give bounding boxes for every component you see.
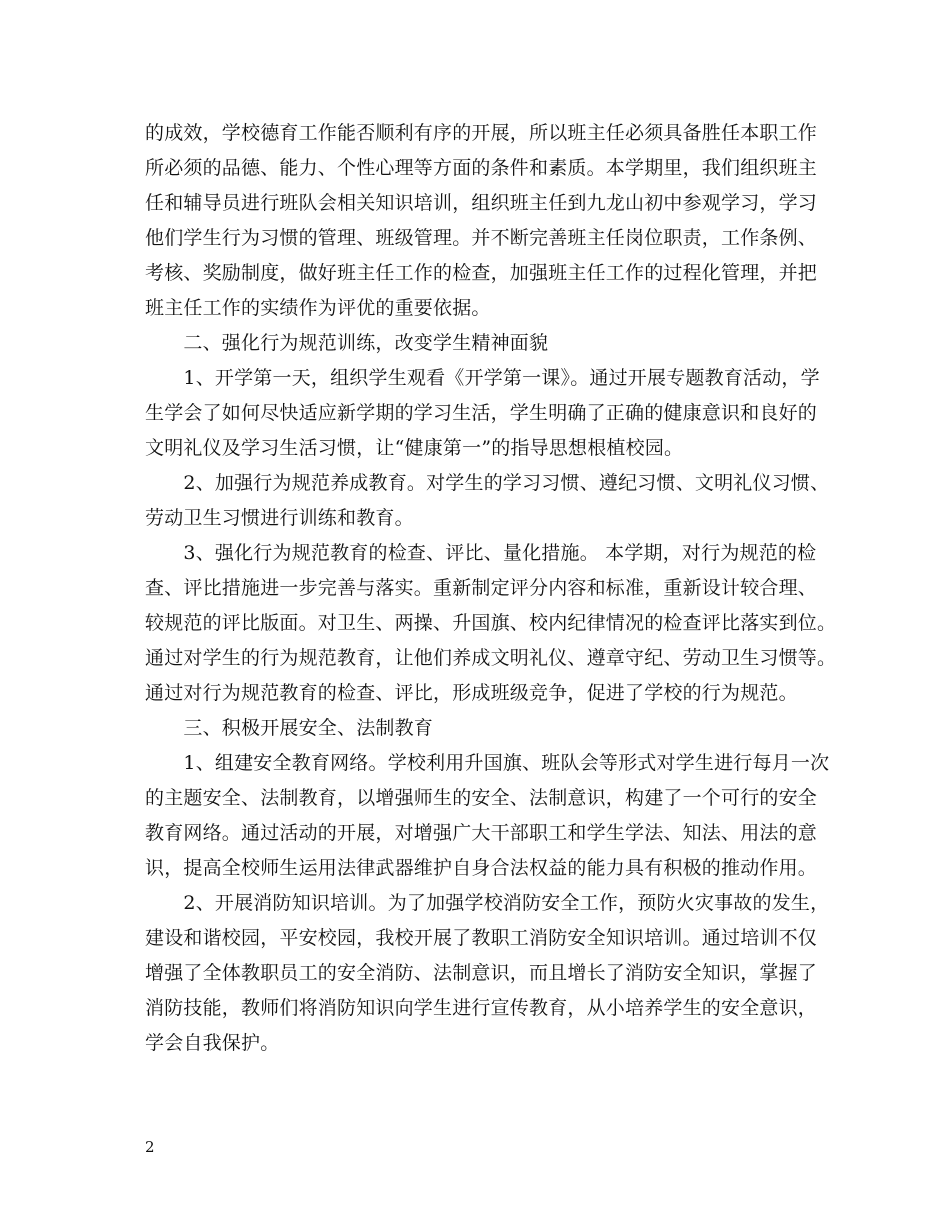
text-line: 查、评比措施进一步完善与落实。重新制定评分内容和标准，重新设计较合理、 (145, 577, 818, 599)
section-heading: 二、强化行为规范训练，改变学生精神面貌 (145, 332, 549, 354)
text-line: 的主题安全、法制教育，以增强师生的安全、法制意识，构建了一个可行的安全 (145, 787, 818, 809)
text-line: 的成效，学校德育工作能否顺利有序的开展，所以班主任必须具备胜任本职工作 (145, 122, 818, 144)
text-line: 较规范的评比版面。对卫生、两操、升国旗、校内纪律情况的检查评比落实到位。 (145, 612, 837, 634)
page-number: 2 (145, 1138, 155, 1156)
text-line: 考核、奖励制度，做好班主任工作的检查，加强班主任工作的过程化管理，并把 (145, 262, 818, 284)
text-line: 2、加强行为规范养成教育。对学生的学习习惯、遵纪习惯、文明礼仪习惯、 (145, 472, 830, 494)
text-line: 建设和谐校园，平安校园，我校开展了教职工消防安全知识培训。通过培训不仅 (145, 927, 818, 949)
text-line: 班主任工作的实绩作为评优的重要依据。 (145, 297, 491, 319)
text-line: 文明礼仪及学习生活习惯，让“健康第一”的指导思想根植校园。 (145, 437, 684, 459)
text-line: 他们学生行为习惯的管理、班级管理。并不断完善班主任岗位职责，工作条例、 (145, 227, 818, 249)
text-line: 1、开学第一天，组织学生观看《开学第一课》。通过开展专题教育活动，学 (145, 367, 820, 389)
text-line: 生学会了如何尽快适应新学期的学习生活，学生明确了正确的健康意识和良好的 (145, 402, 818, 424)
text-line: 2、开展消防知识培训。为了加强学校消防安全工作，预防火灾事故的发生， (145, 892, 830, 914)
text-line: 增强了全体教职员工的安全消防、法制意识，而且增长了消防安全知识，掌握了 (145, 962, 818, 984)
text-line: 通过对学生的行为规范教育，让他们养成文明礼仪、遵章守纪、劳动卫生习惯等。 (145, 647, 837, 669)
text-line: 3、强化行为规范教育的检查、评比、量化措施。 本学期，对行为规范的检 (145, 542, 817, 564)
text-line: 劳动卫生习惯进行训练和教育。 (145, 507, 414, 529)
text-line: 教育网络。通过活动的开展，对增强广大干部职工和学生学法、知法、用法的意 (145, 822, 818, 844)
text-line: 通过对行为规范教育的检查、评比，形成班级竞争，促进了学校的行为规范。 (145, 682, 798, 704)
text-line: 所必须的品德、能力、个性心理等方面的条件和素质。本学期里，我们组织班主 (145, 157, 818, 179)
text-line: 任和辅导员进行班队会相关知识培训，组织班主任到九龙山初中参观学习，学习 (145, 192, 818, 214)
text-line: 学会自我保护。 (145, 1032, 280, 1054)
text-line: 消防技能，教师们将消防知识向学生进行宣传教育，从小培养学生的安全意识， (145, 997, 818, 1019)
text-line: 识，提高全校师生运用法律武器维护自身合法权益的能力具有积极的推动作用。 (145, 857, 818, 879)
section-heading: 三、积极开展安全、法制教育 (145, 717, 434, 739)
text-line: 1、组建安全教育网络。学校利用升国旗、班队会等形式对学生进行每月一次 (145, 752, 830, 774)
